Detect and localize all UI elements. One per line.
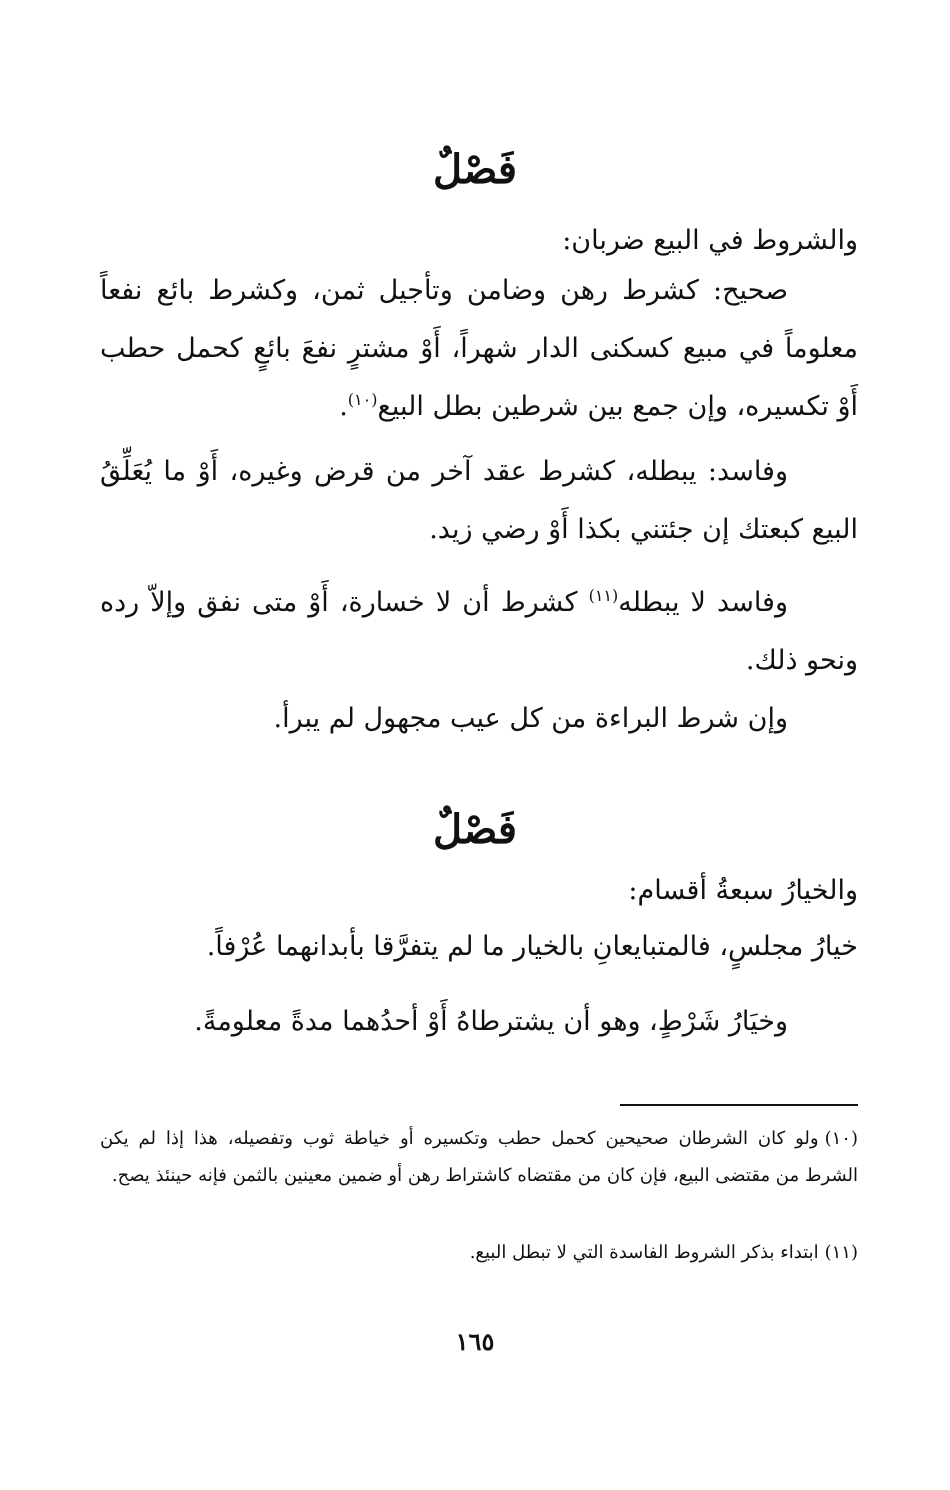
section-heading: فَصْلٌ xyxy=(432,806,518,853)
footnote-number: (١١) xyxy=(824,1242,858,1263)
paragraph-end: . xyxy=(339,391,348,422)
footnote-text: ولو كان الشرطان صحيحين كحمل حطب وتكسيره أو خياطة ثوب وتفصيله، هذا إذا لم يكن الشرط من مقتضى البيع، فإن كان من مقتضاه كاشتراط رهن أو ضمين معينين بالثمن فإنه حينئذ يصح. xyxy=(100,1128,858,1186)
paragraph-khiyar-shart: وخيَارُ شَرْطٍ، وهو أن يشترطاهُ أَوْ أحدُهما مدةً معلومةً. xyxy=(194,1006,788,1037)
paragraph-baraa: وإن شرط البراءة من كل عيب مجهول لم يبرأ. xyxy=(273,703,788,734)
section-heading: فَصْلٌ xyxy=(432,146,518,193)
footnote-reference: (١٠) xyxy=(347,390,378,409)
paragraph-fasid-mubtil: وفاسد: يبطله، كشرط عقد آخر من قرض وغيره، أَوْ ما يُعَلِّقُ البيع كبعتك إن جئتني بكذا أَوْ رضي زيد. xyxy=(100,456,858,545)
paragraph-fasid-ghayr-mubtil xyxy=(100,574,858,690)
paragraph-text: وفاسد لا يبطله xyxy=(618,587,788,618)
section-intro: والخيارُ سبعةُ أقسام: xyxy=(628,875,858,906)
page-number: ١٦٥ xyxy=(455,1327,495,1356)
footnote-number: (١٠) xyxy=(824,1128,858,1149)
footnote-divider xyxy=(620,1104,858,1106)
section-intro: والشروط في البيع ضربان: xyxy=(562,225,858,256)
footnote-reference: (١١) xyxy=(588,586,619,605)
footnote-text: ابتداء بذكر الشروط الفاسدة التي لا تبطل البيع. xyxy=(469,1242,819,1263)
paragraph-text: كشرط أن لا خسارة، أَوْ متى نفق وإلاّ رده ونحو ذلك. xyxy=(100,587,858,676)
footnote xyxy=(100,1234,858,1271)
paragraph-text: صحيح: كشرط رهن وضامن وتأجيل ثمن، وكشرط بائع نفعاً معلوماً في مبيع كسكنى الدار شهراً، أَوْ مشترٍ نفعَ بائعٍ كحمل حطب أَوْ تكسيره، وإن جمع بين شرطين بطل البيع xyxy=(100,275,858,422)
paragraph-khiyar-majlis: خيارُ مجلسٍ، فالمتبايعانِ بالخيار ما لم يتفرَّقا بأبدانهما عُرْفاً. xyxy=(206,931,858,962)
footnote xyxy=(100,1120,858,1194)
paragraph-sahih xyxy=(100,262,858,436)
